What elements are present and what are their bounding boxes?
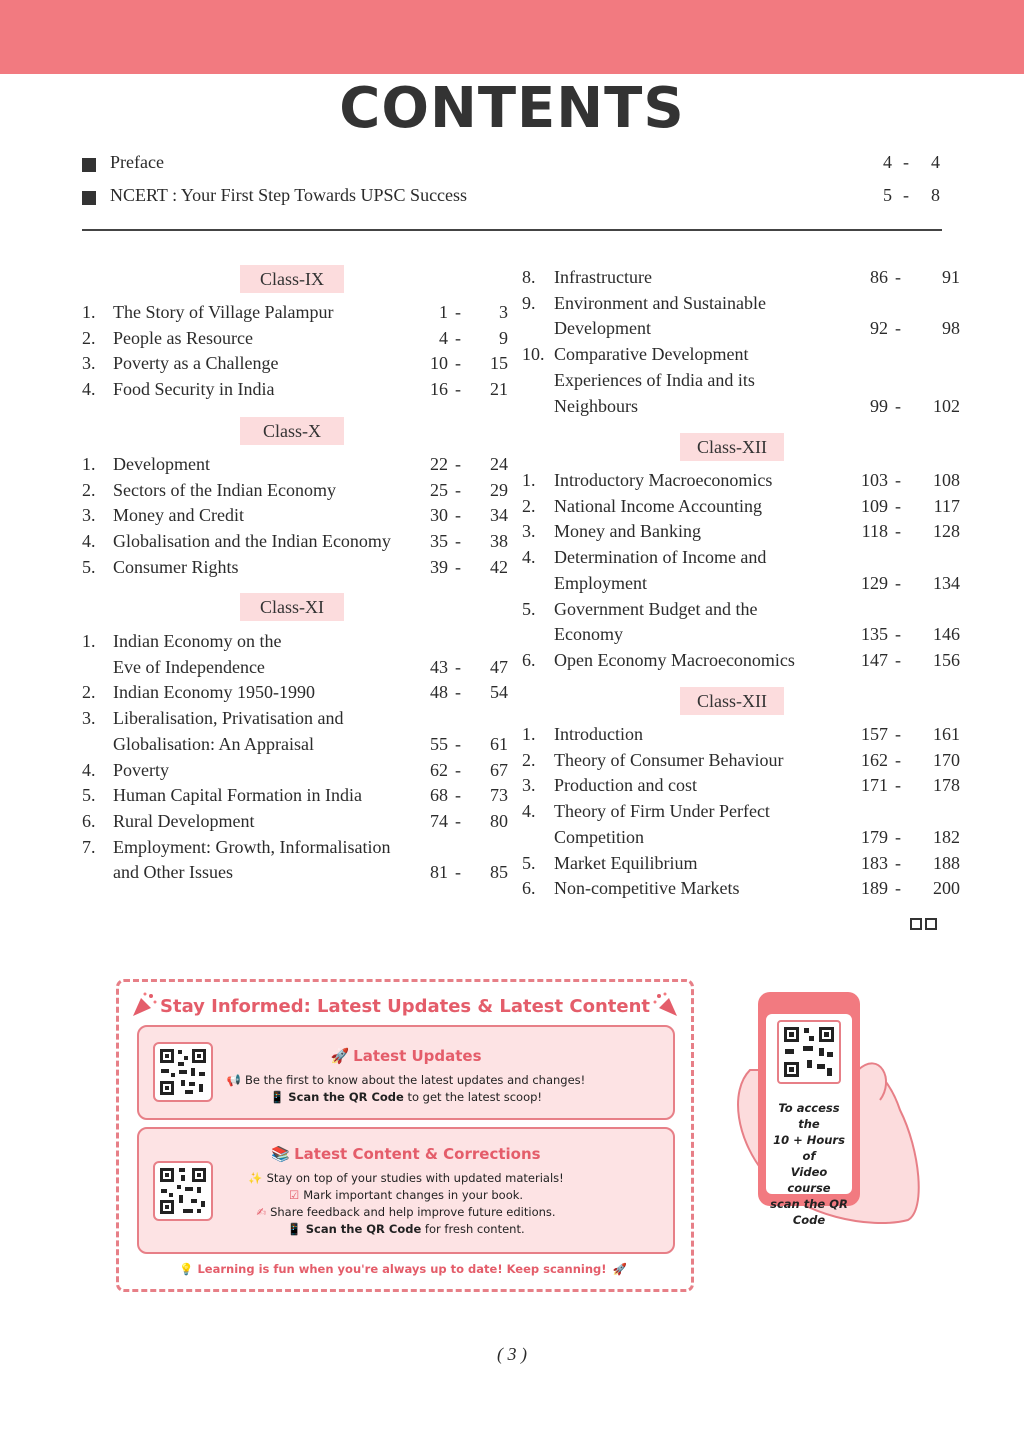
entry-number: 1. [82,454,96,474]
toc-entry[interactable] [522,772,960,798]
toc-entry[interactable] [82,679,508,705]
toc-entry[interactable] [82,782,508,808]
page-start: 43 [430,656,448,677]
page-dash: - [895,572,901,593]
entry-number: 2. [522,495,536,516]
page-start: 55 [430,733,448,754]
entry-number: 6. [82,810,96,831]
entry-title: Money and Banking [554,521,701,542]
class-xi-heading: Class-XI [240,593,344,621]
page-dash: - [903,152,909,172]
entry-title: Sectors of the Indian Economy [113,479,336,500]
sparkles-icon: ✨ [248,1171,263,1185]
toc-entry[interactable] [82,528,508,554]
entry-title: Production and cost [554,775,697,796]
entry-title: Non-competitive Markets [554,878,740,899]
page-dash: - [455,656,461,677]
page-dash: - [895,826,901,847]
entry-title: Infrastructure [554,267,652,287]
content-line-3 [139,1205,673,1219]
toc-entry-continued[interactable] [522,621,960,647]
entry-title: Theory of Firm Under Perfect [554,801,770,822]
page-start: 92 [870,318,888,339]
page-end: 15 [490,353,508,374]
toc-entry[interactable] [522,747,960,773]
toc-entry[interactable] [522,467,960,493]
page-end: 98 [942,318,960,339]
phone-caption-line: 10 + Hours of [773,1133,845,1163]
updates-line-1 [139,1073,673,1087]
toc-entry [82,834,492,860]
rocket-icon: 🚀 [330,1047,350,1065]
entry-number: 4. [82,759,96,780]
page-dash: - [455,810,461,831]
page-dash: - [455,302,461,322]
page-end: 108 [933,470,960,490]
end-mark-box [910,918,922,930]
entry-number: 3. [82,505,96,526]
entry-title: Introduction [554,724,643,744]
entry-number: 2. [82,479,96,500]
page-end: 67 [490,759,508,780]
page-dash: - [455,505,461,526]
promo-footer-text: Learning is fun when you're always up to date! Keep scanning! [197,1262,607,1276]
phone-screen [766,1014,852,1227]
page-dash: - [895,878,901,899]
entry-number: 8. [522,267,536,287]
entry-title: Open Economy Macroeconomics [554,649,795,670]
entry-title: Employment [554,572,647,593]
page-dash: - [455,733,461,754]
page-dash: - [895,395,901,416]
phone-caption-line: scan the QR [770,1197,848,1211]
page-start: 179 [861,826,888,847]
entry-number: 2. [522,749,536,770]
page-dash: - [903,185,909,205]
page-start: 35 [430,531,448,552]
entry-title: Economy [554,624,623,645]
entry-number: 1. [82,302,96,322]
page-dash: - [455,759,461,780]
page-start: 129 [861,572,888,593]
page-start: 22 [430,454,448,474]
page-dash: - [895,724,901,744]
page-dash: - [455,556,461,577]
page-end: 21 [490,379,508,400]
page-start: 1 [439,302,448,322]
page-end: 34 [490,505,508,526]
lightbulb-icon: 💡 [179,1262,194,1276]
toc-entry-continued[interactable] [82,654,508,680]
entry-title: The Story of Village Palampur [113,302,334,322]
page-start: 99 [870,395,888,416]
entry-number: 5. [522,598,536,619]
entry-number: 4. [82,531,96,552]
toc-entry[interactable] [82,350,508,376]
entry-number: 5. [82,556,96,577]
toc-entry[interactable] [522,647,960,673]
page-start: 147 [861,649,888,670]
entry-number: 5. [82,785,96,806]
toc-entry[interactable] [82,376,508,402]
entry-number: 3. [82,353,96,374]
page-end: 182 [933,826,960,847]
page-end: 24 [490,454,508,474]
latest-content-heading [139,1145,673,1163]
content-line-4 [139,1222,673,1236]
page-dash: - [455,479,461,500]
toc-entry [522,596,942,622]
toc-entry-continued[interactable] [82,859,508,885]
entry-title: Development [554,318,651,339]
entry-title: People as Resource [113,327,253,348]
page-dash: - [895,775,901,796]
entry-title: Poverty as a Challenge [113,353,279,374]
entry-title: Liberalisation, Privatisation and [113,708,344,729]
page-dash: - [455,454,461,474]
entry-number: 5. [522,852,536,873]
phone-icon: 📱 [269,1090,285,1104]
toc-entry[interactable] [82,554,508,580]
books-icon: 📚 [271,1145,291,1163]
page-start: 4 [439,327,448,348]
phone-illustration [758,992,860,1227]
page-dash: - [895,749,901,770]
content-line-2 [139,1188,673,1202]
page-start: 25 [430,479,448,500]
toc-entry[interactable] [522,850,960,876]
page-end: 8 [931,185,940,205]
page-dash: - [895,624,901,645]
toc-entry [522,544,942,570]
page-start: 162 [861,749,888,770]
updates-line-2-text: to get the latest scoop! [407,1090,543,1104]
page-start: 109 [861,495,888,516]
entry-title: Food Security in India [113,379,275,400]
toc-entry[interactable] [522,518,960,544]
entry-title: Money and Credit [113,505,244,526]
page-start: 157 [861,724,888,744]
page-start: 62 [430,759,448,780]
page-dash: - [455,682,461,703]
page-start: 171 [861,775,888,796]
page-dash: - [895,649,901,670]
page-dash: - [455,353,461,374]
entry-title: Employment: Growth, Informalisation [113,836,391,857]
front-matter-title: NCERT : Your First Step Towards UPSC Success [110,185,468,205]
page-end: 156 [933,649,960,670]
latest-content-card [137,1127,675,1254]
page-end: 91 [942,267,960,287]
entry-number: 4. [522,801,536,822]
megaphone-icon: 📢 [226,1073,242,1087]
entry-number: 6. [522,649,536,670]
class-xii-heading-1: Class-XII [680,433,784,461]
toc-entry[interactable] [82,451,508,477]
entry-number: 6. [522,878,536,899]
entry-title: Comparative Development [554,344,749,365]
front-matter-ncert[interactable] [82,185,940,213]
page-dash: - [455,785,461,806]
content-line-2-text: Mark important changes in your book. [303,1188,524,1202]
toc-entry [82,628,492,654]
page-dash: - [895,521,901,542]
page-start: 39 [430,556,448,577]
toc-entry[interactable] [82,477,508,503]
entry-title: Development [113,454,210,474]
page-start: 183 [861,852,888,873]
bullet-square-icon [82,191,96,205]
entry-number: 2. [82,327,96,348]
latest-content-title: Latest Content & Corrections [294,1145,541,1163]
entry-title: Determination of Income and [554,547,767,568]
entry-title: Experiences of India and its [554,369,755,390]
page-end: 161 [933,724,960,744]
page-end: 170 [933,749,960,770]
page-start: 74 [430,810,448,831]
entry-title: Poverty [113,759,169,780]
entry-title: Theory of Consumer Behaviour [554,749,784,770]
page-end: 47 [490,656,508,677]
bullet-square-icon [82,158,96,172]
page-end: 188 [933,852,960,873]
page-start: 30 [430,505,448,526]
content-line-1 [139,1171,673,1185]
entry-title: Globalisation: An Appraisal [113,733,314,754]
phone-icon: 📱 [287,1222,302,1236]
content-line-4-text: for fresh content. [424,1222,525,1236]
page-dash: - [895,852,901,873]
content-scan-bold: Scan the QR Code [305,1222,422,1236]
toc-entry-continued[interactable] [522,824,960,850]
toc-entry[interactable] [522,875,960,901]
entry-number: 1. [522,724,536,744]
content-line-3-text: Share feedback and help improve future editions. [270,1205,556,1219]
page-start: 16 [430,379,448,400]
page-end: 117 [933,495,960,516]
entry-number: 3. [82,708,96,729]
promo-footer [119,1262,691,1276]
toc-entry[interactable] [82,325,508,351]
entry-number: 3. [522,775,536,796]
page-dash: - [895,495,901,516]
page-end: 80 [490,810,508,831]
promo-box [116,979,694,1292]
rocket-icon: 🚀 [612,1262,627,1276]
feedback-icon: ✍ [256,1205,267,1219]
page-end: 4 [931,152,940,172]
toc-entry[interactable] [522,493,960,519]
page-end: 61 [490,733,508,754]
entry-title: Indian Economy 1950-1990 [113,682,315,703]
entry-title: Eve of Independence [113,656,265,677]
page-end: 3 [499,302,508,322]
page-end: 134 [933,572,960,593]
latest-updates-heading [139,1047,673,1065]
toc-entry[interactable] [82,757,508,783]
toc-entry-continued [522,367,942,393]
toc-entry-continued[interactable] [522,393,960,419]
toc-entry-continued[interactable] [522,315,960,341]
entry-number: 9. [522,292,536,313]
phone-caption-line: To access the [778,1101,840,1131]
page-end: 146 [933,624,960,645]
entry-title: Indian Economy on the [113,631,282,651]
latest-updates-title: Latest Updates [353,1047,482,1065]
entry-title: and Other Issues [113,862,233,883]
entry-title: Competition [554,826,644,847]
page-start: 118 [861,521,888,542]
entry-number: 2. [82,682,96,703]
page-dash: - [455,531,461,552]
toc-entry-continued[interactable] [522,570,960,596]
page-start: 5 [883,185,892,205]
end-mark-box [925,918,937,930]
top-color-band [0,0,1024,74]
phone-caption [768,1100,850,1228]
entry-number: 1. [82,631,96,651]
page-dash: - [895,318,901,339]
promo-title: Stay Informed: Latest Updates & Latest Content [160,996,650,1017]
class-x-heading: Class-X [240,417,344,445]
updates-line-2 [139,1090,673,1104]
page-end: 73 [490,785,508,806]
page-end: 54 [490,682,508,703]
page-end: 178 [933,775,960,796]
page-end: 102 [933,395,960,416]
page-start: 135 [861,624,888,645]
toc-entry[interactable] [522,721,960,747]
front-matter-title: Preface [110,152,164,172]
entry-title: Environment and Sustainable [554,292,766,313]
page-start: 81 [430,862,448,883]
page-end: 9 [499,327,508,348]
entry-title: Human Capital Formation in India [113,785,362,806]
class-ix-heading: Class-IX [240,265,344,293]
page-end: 29 [490,479,508,500]
updates-scan-bold: Scan the QR Code [288,1090,404,1104]
toc-entry[interactable] [82,808,508,834]
entry-number: 1. [522,470,536,490]
entry-title: National Income Accounting [554,495,762,516]
entry-title: Neighbours [554,395,638,416]
check-box-icon: ☑ [288,1188,300,1202]
page-start: 103 [861,470,888,490]
page-end: 85 [490,862,508,883]
page-dash: - [895,267,901,287]
entry-number: 7. [82,836,96,857]
class-xii-heading-2: Class-XII [680,687,784,715]
page-number: ( 3 ) [497,1344,527,1364]
phone-caption-line: Code [792,1213,826,1227]
entry-title: Consumer Rights [113,556,239,577]
page-start: 4 [883,152,892,172]
entry-number: 4. [522,547,536,568]
entry-title: Government Budget and the [554,598,758,619]
toc-entry[interactable] [522,264,960,290]
entry-number: 4. [82,379,96,400]
page-dash: - [895,470,901,490]
toc-entry [522,290,942,316]
page-end: 42 [490,556,508,577]
page-dash: - [455,379,461,400]
updates-line-1-text: Be the first to know about the latest updates and changes! [245,1073,586,1087]
page-dash: - [455,862,461,883]
entry-number: 3. [522,521,536,542]
page-end: 38 [490,531,508,552]
page-start: 10 [430,353,448,374]
page-title: CONTENTS [339,76,685,141]
page-start: 86 [870,267,888,287]
page-start: 189 [861,878,888,899]
entry-title: Globalisation and the Indian Economy [113,531,391,552]
page-start: 68 [430,785,448,806]
page-dash: - [455,327,461,348]
page-end: 200 [933,878,960,899]
page-end: 128 [933,521,960,542]
front-matter-preface[interactable] [82,152,940,180]
qr-code-icon [779,1022,839,1082]
content-line-1-text: Stay on top of your studies with updated materials! [266,1171,564,1185]
phone-caption-line: Video course [787,1165,831,1195]
divider [82,229,942,231]
toc-entry-continued[interactable] [82,731,508,757]
toc-entry [522,798,942,824]
page-start: 48 [430,682,448,703]
entry-number: 10. [522,344,545,365]
toc-entry[interactable] [82,502,508,528]
toc-entry [522,341,942,367]
toc-entry[interactable] [82,299,508,325]
entry-title: Market Equilibrium [554,852,698,873]
toc-entry [82,705,492,731]
entry-title: Rural Development [113,810,255,831]
latest-updates-card [137,1025,675,1120]
qr-code-video-course[interactable] [777,1020,841,1084]
entry-title: Introductory Macroeconomics [554,470,773,490]
